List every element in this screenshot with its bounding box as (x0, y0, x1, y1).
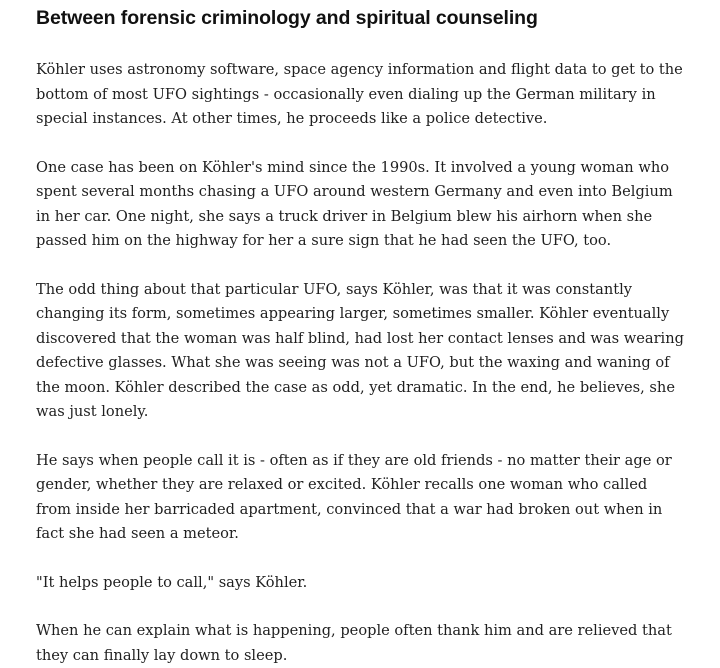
paragraph-woman-chasing-ufo: One case has been on Köhler's mind since the 1990s. It involved a young woman who spent several months chasing a UFO around western Germany and even into Belgium in her car. One night, she says a truck driver in Belgium blew his airhorn when she passed him on the highway for her a sure sign that he had seen the UFO, too. (36, 158, 673, 249)
section-heading: Between forensic criminology and spiritual counseling (36, 7, 538, 29)
paragraph-quote: "It helps people to call," says Köhler. (36, 573, 308, 591)
paragraph-changing-ufo-moon: The odd thing about that particular UFO, says Köhler, was that it was constantly changing its form, sometimes appearing larger, sometimes smaller. Köhler eventually discovered that the woman was half blind, had lost her contact lenses and was wearing defective glasses. What she was seeing was not a UFO, but the waxing and waning of the moon. Köhler described the case as odd, yet dramatic. In the end, he believes, she was just lonely. (36, 280, 684, 420)
article-body (36, 0, 686, 668)
paragraph-relief: When he can explain what is happening, people often thank him and are relieved that they can finally lay down to sleep. (36, 622, 672, 664)
paragraph-analysis-methods: Köhler uses astronomy software, space agency information and flight data to get to the bottom of most UFO sightings - occasionally even dialing up the German military in special instances. At other times, he proceeds like a police detective. (36, 61, 683, 127)
paragraph-callers: He says when people call it is - often as if they are old friends - no matter their age or gender, whether they are relaxed or excited. Köhler recalls one woman who called from inside her barricaded apartment, convinced that a war had broken out when in fact she had seen a meteor. (36, 451, 672, 542)
